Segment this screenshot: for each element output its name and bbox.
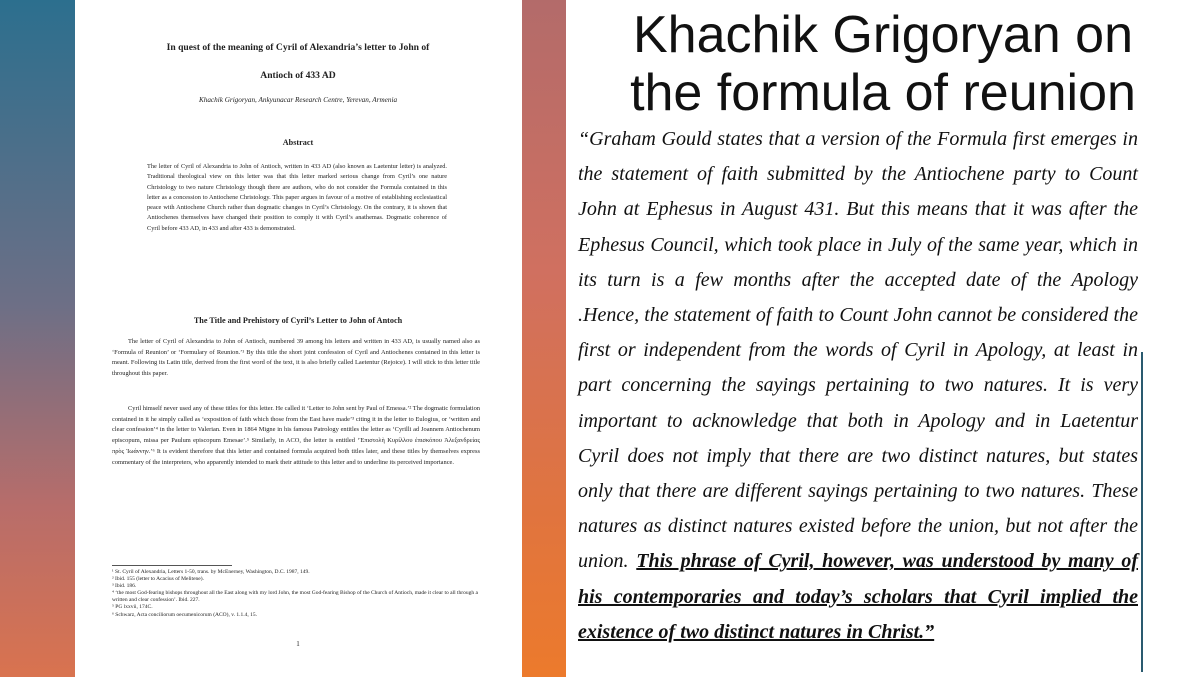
slide-title — [566, 6, 1200, 122]
paper-title-line1: In quest of the meaning of Cyril of Alexandria’s letter to John of — [166, 42, 430, 53]
footnote-1: ¹ St. Cyril of Alexandria, Letters 1-50, trans. by McEnerney, Washington, D.C. 1987, 149. — [112, 569, 310, 575]
body-paragraph-2: Cyril himself never used any of these titles for this letter. He called it ‘Letter to John sent by Paul of Emessa.’² The dogmatic formulation contained in it he simply called as ‘exposition of faith which those from the East have made’³ citing it in the letter to Eulogius, or ‘written and clear confession’⁴ in the letter to Valerian. Even in 1864 Migne in his famous Patrology entitles the letter as ‘Cyrilli ad Joannem Antiochenum episcopum, missa per Paulum episcopum Emesae’.⁵ Similarly, in ACO, the letter is entitled ‘Ἐπιστολὴ Κυρίλλου ἐπισκόπου Ἀλεξανδρείας πρὸς Ἰωάννην.’⁶ It is evident therefore that this letter and contained formula acquired both titles later, and these titles by themselves express commentary of the interpreters, who apparently intended to mark their attitude to this letter and to underline its perceived importance. — [112, 405, 480, 466]
paper-author: Khachik Grigoryan, Ankyunacar Research Centre, Yerevan, Armenia — [198, 96, 398, 104]
footnote-3: ³ Ibid. 186. — [112, 583, 137, 590]
footnote-6: ⁶ Schwarz, Acta conciliorum oecumenicorum (ACO), v. 1.1.4, 15. — [112, 611, 257, 618]
page-number: 1 — [296, 640, 300, 648]
section-heading: The Title and Prehistory of Cyril’s Letter to John of Antoch — [193, 316, 403, 325]
middle-gradient-band — [522, 0, 566, 677]
accent-line — [1141, 352, 1143, 672]
body-paragraph-1: The letter of Cyril of Alexandria to John of Antioch, numbered 39 among his letters and written in 433 AD, is usually named also as ‘Formula of Reunion’ or ‘Formulary of Reunion.’¹ By this title the short joint confession of Cyril and Antiochenes contained in this letter is meant. Following its Latin title, derived from the first word of the text, it is also briefly called Laetentur (Rejoice). I will stick to this letter title throughout this paper. — [112, 338, 480, 378]
quote-text: “Graham Gould states that a version of the Formula first emerges in the statement of faith submitted by the Antiochene party to Count John at Ephesus in August 431. But this means that it was after the Ephesus Council, which took place in July of the same year, which in its turn is a few months after the accepted date of the Apology .Hence, the statement of faith to Count John cannot be considered the first or independent from the words of Cyril in Apology, at least in part concerning the sayings pertaining to two natures. It is very important to acknowledge that both in Apology and in Laetentur Cyril does not imply that there are two distinct natures, but states only that there are different sayings pertaining to two natures. These natures as distinct natures existed before the union, but not after the union. — [578, 128, 1138, 573]
abstract-heading: Abstract — [282, 138, 314, 147]
paper-page-image — [82, 0, 514, 677]
footnote-2: ² Ibid. 155 (letter to Acacius of Melitene). — [112, 576, 204, 583]
slide-title-line1: Khachik Grigoryan on — [632, 6, 1134, 64]
abstract-text: The letter of Cyril of Alexandria to John of Antioch, written in 433 AD (also known as Laetentur letter) is analyzed. Traditional theological view on this letter was that this letter marked serious change from Cyril’s one nature Christology to two nature Christology though there are authors, who do not consider the Formula contained in this letter as a concession to Antiochene Christology. This paper argues in favour of a motive of establishing ecclesiastical peace with Antiochene Church rather than dogmatic changes in Cyril’s Christology. On the contrary, it is shown that Antiochenes themselves have changed their position to comply it with Cyril’s anathemas. Dogmatic coherence of Cyril before 433 AD, in 433 and after 433 is demonstrated. — [147, 163, 447, 232]
footnote-5: ⁵ PG lxxvii, 174C. — [112, 604, 153, 611]
paper-title-line2: Antioch of 433 AD — [260, 70, 336, 81]
footnotes — [112, 569, 482, 619]
left-gradient-band — [0, 0, 75, 677]
slide-title-line2: the formula of reunion — [630, 64, 1136, 122]
quote-emphasis: This phrase of Cyril, however, was understood by many of his contemporaries and today’s scholars that Cyril implied the existence of two distinct natures in Christ.” — [578, 550, 1138, 643]
footnote-4: ⁴ ‘the most God-fearing bishops throughout all the East along with my lord John, the most God-fearing Bishop of the Church of Antioch, made it clear to all through a written and clear confession’. Ibid. 227. — [112, 590, 478, 604]
footnote-rule — [112, 565, 232, 566]
quote-block — [578, 122, 1138, 650]
